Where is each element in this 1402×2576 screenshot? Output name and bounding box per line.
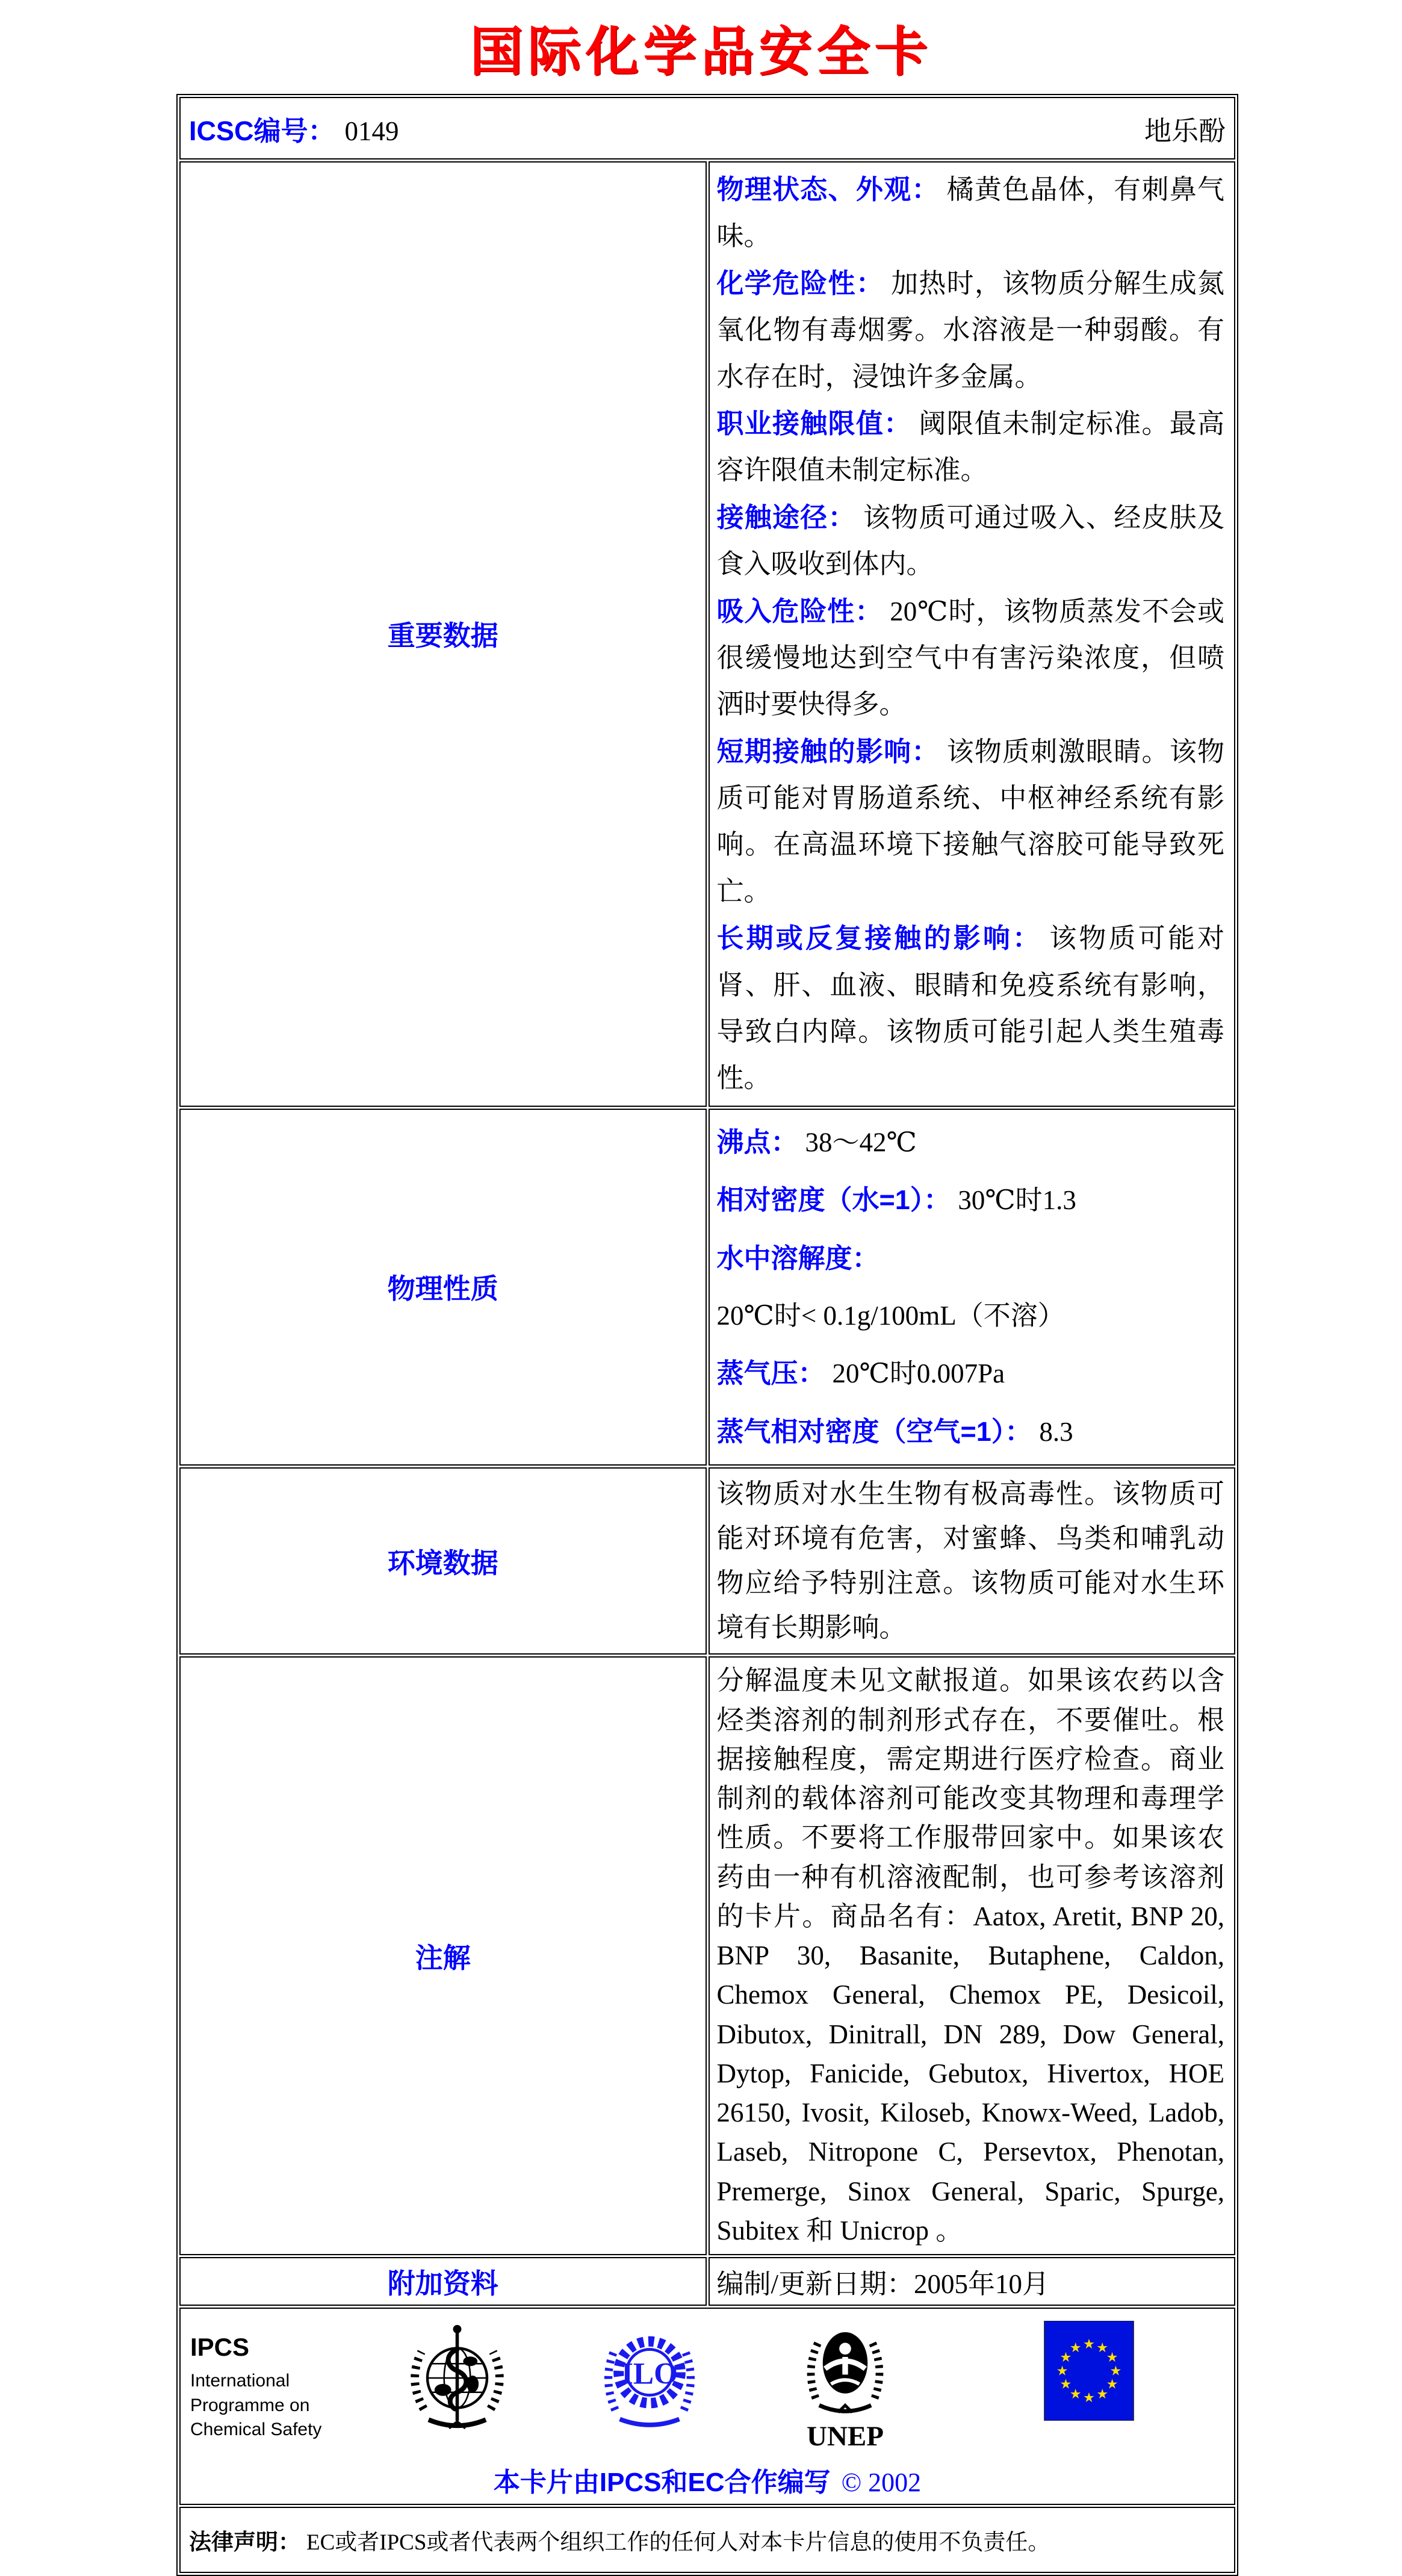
field-label: 吸入危险性： xyxy=(716,595,883,627)
notes-row xyxy=(179,1656,1235,2255)
logos-row xyxy=(179,2308,1235,2505)
additional-info-content: 编制/更新日期：2005年10月 xyxy=(709,2257,1236,2306)
svg-text:★: ★ xyxy=(1106,2350,1118,2366)
svg-text:★: ★ xyxy=(1083,2336,1095,2353)
icsc-number-label: ICSC编号： xyxy=(189,115,335,146)
field-label: 短期接触的影响： xyxy=(716,735,940,767)
field-row xyxy=(717,588,1225,728)
legal-cell xyxy=(179,2507,1235,2573)
environmental-data-content: 该物质对水生生物有极高毒性。该物质可能对环境有危害，对蜜蜂、鸟类和哺乳动物应给予特别注意。该物质可能对水生环境有长期影响。 xyxy=(709,1467,1236,1655)
legal-label: 法律声明： xyxy=(189,2530,300,2555)
svg-text:★: ★ xyxy=(1106,2376,1118,2392)
property-row xyxy=(717,1171,1225,1229)
field-value: 该物质可通过吸入、经皮肤及食入吸收到体内。 xyxy=(716,502,1224,580)
icsc-number-group xyxy=(189,109,399,148)
icsc-number-value: 0149 xyxy=(344,116,399,146)
property-label: 蒸气相对密度（空气=1）： xyxy=(716,1416,1032,1447)
chemical-name: 地乐酚 xyxy=(1144,116,1226,146)
ipcs-acronym: IPCS xyxy=(190,2333,250,2362)
field-value: 该物质可能对肾、肝、血液、眼睛和免疫系统有影响，导致白内障。该物质可能引起人类生殖毒性。 xyxy=(716,923,1224,1094)
property-label: 沸点： xyxy=(716,1126,798,1157)
ilo-logo-icon xyxy=(592,2321,707,2435)
property-value: 30℃时1.3 xyxy=(958,1185,1076,1216)
property-row xyxy=(717,1403,1225,1461)
field-value: 橘黄色晶体，有刺鼻气味。 xyxy=(716,175,1224,252)
page-title: 国际化学品安全卡 xyxy=(470,22,932,81)
credit-text: 本卡片由IPCS和EC合作编写 xyxy=(493,2468,831,2498)
field-label: 职业接触限值： xyxy=(716,407,912,439)
section-label-physical-properties: 物理性质 xyxy=(179,1109,707,1466)
section-label-additional-info: 附加资料 xyxy=(179,2257,707,2306)
ilo-logo-text: ILO xyxy=(621,2356,678,2391)
field-value: 加热时，该物质分解生成氮氧化物有毒烟雾。水溶液是一种弱酸。有水存在时，浸蚀许多金属。 xyxy=(716,268,1224,392)
property-value: 20℃时< 0.1g/100mL（不溶） xyxy=(716,1300,1065,1331)
field-row xyxy=(717,728,1225,915)
svg-text:★: ★ xyxy=(1109,2363,1122,2379)
svg-text:★: ★ xyxy=(1069,2339,1082,2356)
section-label-environmental-data: 环境数据 xyxy=(179,1467,707,1655)
credit-line xyxy=(187,2460,1228,2499)
property-label: 蒸气压： xyxy=(716,1358,825,1389)
physical-properties-row xyxy=(179,1109,1235,1466)
field-row xyxy=(717,166,1225,260)
field-row xyxy=(717,400,1225,494)
field-row xyxy=(717,494,1225,588)
field-label: 化学危险性： xyxy=(716,267,884,299)
svg-text:★: ★ xyxy=(1096,2386,1109,2403)
section-label-important-data: 重要数据 xyxy=(179,161,707,1107)
physical-properties-content xyxy=(709,1109,1236,1466)
field-row xyxy=(717,915,1225,1102)
credit-year: © 2002 xyxy=(841,2468,922,2498)
additional-info-row xyxy=(179,2257,1235,2306)
section-label-notes: 注解 xyxy=(179,1656,707,2255)
important-data-row xyxy=(179,161,1235,1107)
svg-text:★: ★ xyxy=(1059,2350,1072,2366)
svg-text:★: ★ xyxy=(1056,2363,1069,2379)
eu-flag-icon xyxy=(1044,2321,1134,2421)
ipcs-text-block xyxy=(190,2333,356,2442)
field-label: 物理状态、外观： xyxy=(716,174,940,205)
field-row xyxy=(717,260,1225,400)
svg-text:★: ★ xyxy=(1083,2389,1095,2406)
property-row xyxy=(717,1345,1225,1402)
notes-content: 分解温度未见文献报道。如果该农药以含烃类溶剂的制剂形式存在，不要催吐。根据接触程度，需定期进行医疗检查。商业制剂的载体溶剂可能改变其物理和毒理学性质。不要将工作服带回家中。如果该农药由一种有机溶液配制，也可参考该溶剂的卡片。商品名有：Aatox, Aretit, BNP 20, BNP 30, Basanite, Butaphene, Caldon, Chemox General, Chemox PE, Desicoil, Dibutox, Dinitrall, DN 289, Dow General, Dytop, Fanicide, Gebutox, Hivertox, HOE 26150, Ivosit, Kiloseb, Knowx-Weed, Ladob, Laseb, Nitropone C, Persevtox, Phenotan, Premerge, Sinox General, Sparic, Spurge, Subitex 和 Unicrop 。 xyxy=(709,1656,1236,2255)
legal-text: EC或者IPCS或者代表两个组织工作的任何人对本卡片信息的使用不负责任。 xyxy=(306,2530,1050,2556)
property-value: 38～42℃ xyxy=(805,1127,917,1157)
icsc-table xyxy=(176,94,1238,2576)
who-logo-icon xyxy=(395,2318,519,2438)
ipcs-line: Chemical Safety xyxy=(190,2420,322,2440)
unep-logo-icon xyxy=(786,2317,904,2454)
property-row xyxy=(717,1113,1225,1171)
svg-text:★: ★ xyxy=(1069,2386,1082,2403)
property-label: 相对密度（水=1）： xyxy=(716,1184,951,1216)
field-label: 长期或反复接触的影响： xyxy=(716,923,1043,954)
property-value: 20℃时0.007Pa xyxy=(832,1358,1005,1389)
unep-logo-text: UNEP xyxy=(806,2421,884,2453)
property-value: 8.3 xyxy=(1039,1416,1073,1447)
legal-row xyxy=(179,2507,1235,2573)
important-data-content xyxy=(709,161,1236,1107)
field-value: 该物质刺激眼睛。该物质可能对胃肠道系统、中枢神经系统有影响。在高温环境下接触气溶胶可能导致死亡。 xyxy=(716,736,1224,906)
logos-cell xyxy=(179,2308,1235,2505)
property-label: 水中溶解度： xyxy=(716,1242,879,1274)
icsc-header-row xyxy=(179,97,1235,159)
svg-text:★: ★ xyxy=(1059,2376,1072,2392)
field-label: 接触途径： xyxy=(716,501,856,533)
environmental-data-row xyxy=(179,1467,1235,1655)
ipcs-line: International xyxy=(190,2371,290,2391)
field-value: 20℃时，该物质蒸发不会或很缓慢地达到空气中有害污染浓度，但喷洒时要快得多。 xyxy=(716,596,1224,720)
field-value: 阈限值未制定标准。最高容许限值未制定标准。 xyxy=(716,408,1224,486)
icsc-header-cell xyxy=(179,97,1235,159)
svg-text:★: ★ xyxy=(1096,2339,1109,2356)
property-row xyxy=(717,1230,1225,1345)
ipcs-line: Programme on xyxy=(190,2395,310,2415)
